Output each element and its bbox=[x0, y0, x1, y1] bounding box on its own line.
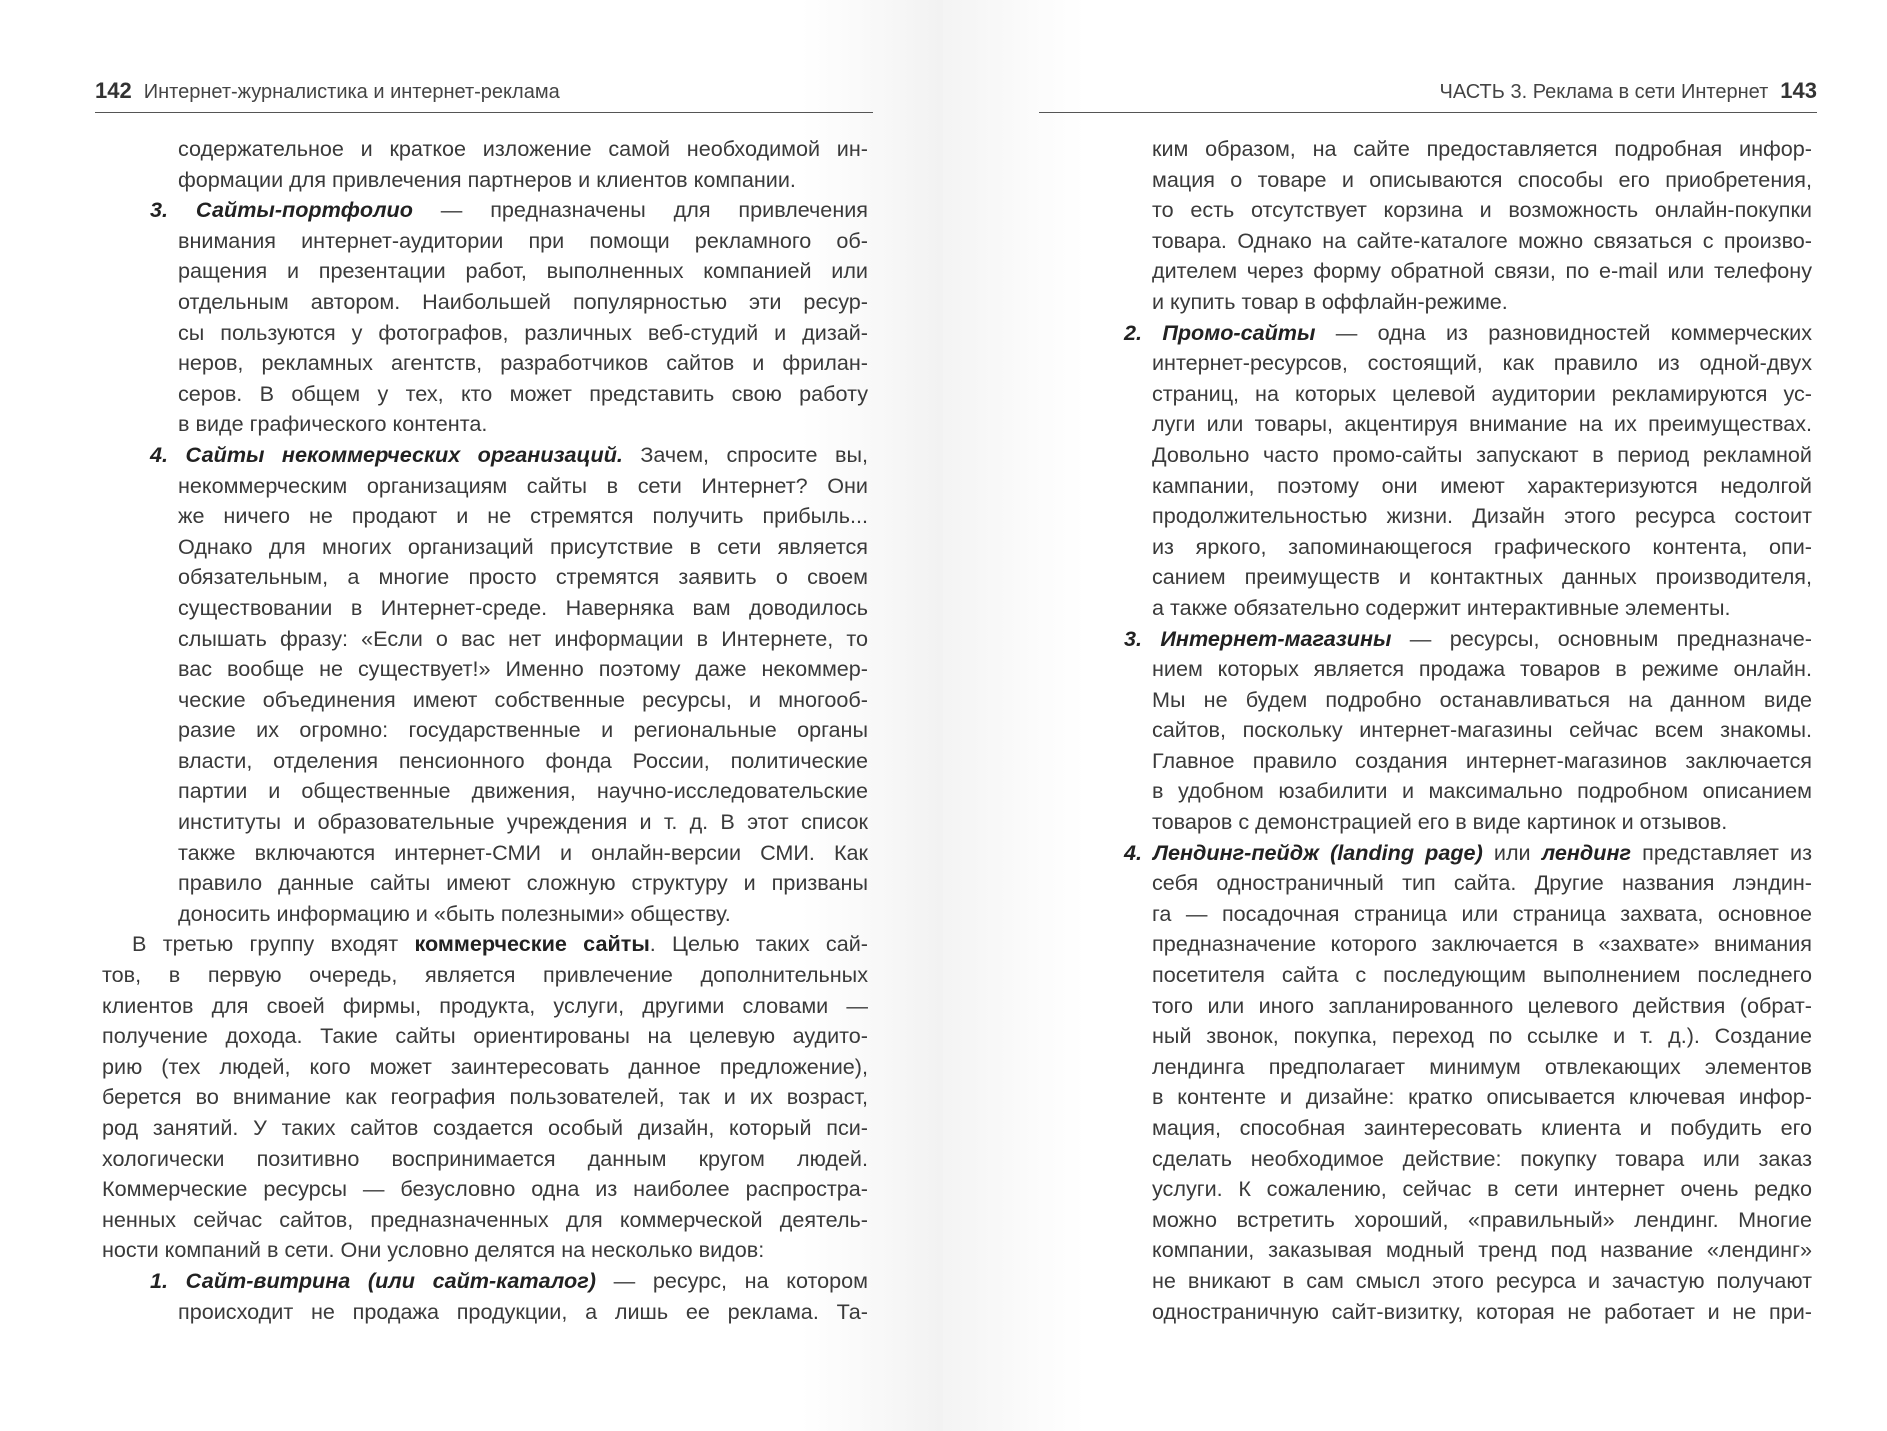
list-item-first-line bbox=[150, 440, 868, 471]
text-line: род занятий. У таких сайтов создается особый дизайн, который пси- bbox=[102, 1115, 868, 1140]
text-line: одностраничную сайт-визитку, которая не работает и не при- bbox=[1152, 1298, 1812, 1324]
text-line: предназначение которого заключается в «захвате» внимания bbox=[1152, 931, 1812, 957]
text-line: ращения и презентации работ, выполненных компанией или bbox=[178, 258, 868, 284]
text-line: Мы не будем подробно останавливаться на данном виде bbox=[1152, 686, 1812, 712]
text-line: содержательное и краткое изложение самой необходимой ин- bbox=[178, 136, 868, 161]
text-line: лендинга предполагает минимум отвлекающих элементов bbox=[1152, 1053, 1812, 1079]
text-line: ческие объединения имеют собственные ресурсы, и многооб- bbox=[178, 686, 868, 712]
right-page-body bbox=[1124, 134, 1812, 1327]
list-item-first-line bbox=[150, 195, 868, 226]
text-line: то есть отсутствует корзина и возможность онлайн-покупки bbox=[1152, 197, 1812, 223]
text-line: вас вообще не существует!» Именно поэтому даже некоммер- bbox=[178, 656, 868, 682]
list-item bbox=[150, 440, 868, 930]
text-line: в контенте и дизайне: кратко описывается ключевая инфор- bbox=[1152, 1084, 1812, 1110]
text-line: мация о товаре и описываются способы его приобретения, bbox=[1152, 166, 1812, 192]
text-line: можно встретить хороший, «правильный» лендинг. Многие bbox=[1152, 1206, 1812, 1232]
text-line: не вникают в сам смысл этого ресурса и зачастую получают bbox=[1152, 1267, 1812, 1293]
text-line: товара. Однако на сайте-каталоге можно связаться с произво- bbox=[1152, 227, 1812, 253]
bold-term: коммерческие сайты bbox=[414, 931, 650, 957]
text-line: также включаются интернет-СМИ и онлайн-версии СМИ. Как bbox=[178, 839, 868, 865]
text-line: сы пользуются у фотографов, различных веб-студий и дизай- bbox=[178, 319, 868, 345]
paragraph bbox=[102, 929, 868, 1266]
text-line: санием преимуществ и контактных данных производителя, bbox=[1152, 564, 1812, 590]
text-line: компании, заказывая модный тренд под название «лендинг» bbox=[1152, 1237, 1812, 1263]
text-line: и купить товар в оффлайн-режиме. bbox=[1152, 288, 1508, 314]
text-span: — ресурс, на котором bbox=[595, 1267, 868, 1293]
list-term: лендинг bbox=[1541, 839, 1632, 865]
text-span: — предназначены для привлечения bbox=[412, 197, 868, 223]
text-line: берется во внимание как география пользователей, так и их возраст, bbox=[102, 1084, 868, 1110]
text-line: хологически позитивно воспринимается данным кругом людей. bbox=[102, 1145, 868, 1171]
list-number: 4. bbox=[1124, 839, 1143, 865]
text-line: ный звонок, покупка, переход по ссылке и т. д.). Создание bbox=[1152, 1023, 1812, 1049]
list-item bbox=[150, 1266, 868, 1327]
text-line: из яркого, запоминающегося графического контента, опи- bbox=[1152, 533, 1812, 559]
list-number: 1. bbox=[150, 1267, 169, 1293]
text-line: правило данные сайты имеют сложную структуру и призваны bbox=[178, 870, 868, 896]
text-line: того или иного запланированного целевого действия (обрат- bbox=[1152, 992, 1812, 1018]
text-line: получение дохода. Такие сайты ориентированы на целевую аудито- bbox=[102, 1023, 868, 1049]
text-line: клиентов для своей фирмы, продукта, услуги, другими словами — bbox=[102, 992, 868, 1018]
text-line: в виде графического контента. bbox=[178, 411, 488, 437]
list-number: 3. bbox=[1124, 625, 1143, 651]
right-page bbox=[943, 0, 1887, 1431]
text-line: посетителя сайта с последующим выполнением последнего bbox=[1152, 962, 1812, 988]
list-term: Интернет-магазины bbox=[1160, 625, 1392, 651]
text-line: серов. В общем у тех, кто может представить свою работу bbox=[178, 380, 868, 406]
text-line: институты и образовательные учреждения и т. д. В этот список bbox=[178, 809, 868, 835]
text-line: Коммерческие ресурсы — безусловно одна из наиболее распростра- bbox=[102, 1176, 868, 1202]
text-line: луги или товары, акцентируя внимание на их преимуществах. bbox=[1152, 411, 1812, 437]
text-line: ненных сейчас сайтов, предназначенных для коммерческой деятель- bbox=[102, 1206, 868, 1232]
text-line: Однако для многих организаций присутствие в сети является bbox=[178, 533, 868, 559]
text-line: дителем через форму обратной связи, по e-mail или телефону bbox=[1152, 258, 1812, 284]
text-span: — ресурсы, основным предназначе- bbox=[1391, 625, 1812, 651]
list-item bbox=[1124, 624, 1812, 838]
text-line: продолжительностью жизни. Дизайн этого ресурса состоит bbox=[1152, 503, 1812, 529]
text-line: некоммерческим организациям сайты в сети Интернет? Они bbox=[178, 472, 868, 498]
text-line: сделать необходимое действие: покупку товара или заказ bbox=[1152, 1145, 1812, 1171]
list-term: Лендинг-пейдж (landing page) bbox=[1153, 839, 1483, 865]
right-running-header bbox=[1039, 78, 1817, 113]
running-head-title: Интернет-журналистика и интернет-реклама bbox=[143, 81, 560, 103]
list-item-first-line bbox=[1124, 838, 1812, 869]
paragraph bbox=[150, 134, 868, 195]
text-line: интернет-ресурсов, состоящий, как правило из одной-двух bbox=[1152, 350, 1812, 376]
text-line: себя одностраничный тип сайта. Другие названия лэндин- bbox=[1152, 870, 1812, 896]
text-line: товаров с демонстрацией его в виде картинок и отзывов. bbox=[1152, 809, 1728, 835]
list-item-first-line bbox=[1124, 318, 1812, 349]
list-term: Сайты некоммерческих организаций. bbox=[185, 441, 623, 467]
text-line: власти, отделения пенсионного фонда России, политические bbox=[178, 747, 868, 773]
text-line: отдельным автором. Наибольшей популярностью эти ресур- bbox=[178, 288, 868, 314]
page-number: 143 bbox=[1780, 78, 1817, 103]
text-line: га — посадочная страница или страница захвата, основное bbox=[1152, 900, 1812, 926]
text-line: происходит не продажа продукции, а лишь ее реклама. Та- bbox=[178, 1298, 868, 1324]
list-number: 3. bbox=[150, 197, 169, 223]
text-line: внимания интернет-аудитории при помощи рекламного об- bbox=[178, 227, 868, 253]
text-line: Главное правило создания интернет-магазинов заключается bbox=[1152, 747, 1812, 773]
text-line: нием которых является продажа товаров в режиме онлайн. bbox=[1152, 656, 1812, 682]
text-line: разие их огромно: государственные и региональные органы bbox=[178, 717, 868, 743]
text-line: партии и общественные движения, научно-исследовательские bbox=[178, 778, 868, 804]
text-line: услуги. К сожалению, сейчас в сети интернет очень редко bbox=[1152, 1176, 1812, 1202]
text-span: или bbox=[1482, 839, 1542, 865]
list-item bbox=[1124, 838, 1812, 1328]
text-line: Довольно часто промо-сайты запускают в период рекламной bbox=[1152, 441, 1812, 467]
list-item bbox=[1124, 318, 1812, 624]
left-page bbox=[0, 0, 943, 1431]
text-line: ким образом, на сайте предоставляется подробная инфор- bbox=[1152, 136, 1812, 161]
left-page-body bbox=[102, 134, 868, 1327]
text-span: Зачем, спросите вы, bbox=[622, 441, 868, 467]
text-line: рию (тех людей, кого может заинтересовать данное предложение), bbox=[102, 1053, 868, 1079]
list-item-first-line bbox=[1124, 624, 1812, 655]
list-term: Сайты-портфолио bbox=[195, 197, 413, 223]
list-term: Сайт-витрина (или сайт-каталог) bbox=[185, 1267, 596, 1293]
list-term: Промо-сайты bbox=[1162, 319, 1316, 345]
list-number: 2. bbox=[1124, 319, 1143, 345]
text-line: существовании в Интернет-среде. Наверняка вам доводилось bbox=[178, 594, 868, 620]
text-line: неров, рекламных агентств, разработчиков сайтов и фрилан- bbox=[178, 350, 868, 376]
text-line: доносить информацию и «быть полезными» обществу. bbox=[178, 900, 731, 926]
text-line: обязательным, а многие просто стремятся заявить о своем bbox=[178, 564, 868, 590]
paragraph-first-line bbox=[102, 929, 868, 960]
text-line: в удобном юзабилити и максимально подробном описанием bbox=[1152, 778, 1812, 804]
text-line: ности компаний в сети. Они условно делятся на несколько видов: bbox=[102, 1237, 765, 1263]
text-line: кампании, поэтому они имеют характеризуются недолгой bbox=[1152, 472, 1812, 498]
paragraph bbox=[1124, 134, 1812, 318]
text-span: . Целью таких сай- bbox=[649, 931, 868, 957]
text-span: представляет из bbox=[1631, 839, 1812, 865]
text-line: страниц, на которых целевой аудитории рекламируются ус- bbox=[1152, 380, 1812, 406]
list-number: 4. bbox=[150, 441, 169, 467]
text-line: а также обязательно содержит интерактивные элементы. bbox=[1152, 594, 1731, 620]
text-line: слышать фразу: «Если о вас нет информации в Интернете, то bbox=[178, 625, 868, 651]
text-line: тов, в первую очередь, является привлечение дополнительных bbox=[102, 962, 868, 988]
text-line: же ничего не продают и не стремятся получить прибыль... bbox=[178, 503, 868, 529]
page-number: 142 bbox=[95, 78, 132, 103]
text-line: сайтов, поскольку интернет-магазины сейчас всем знакомы. bbox=[1152, 717, 1812, 743]
text-line: мация, способная заинтересовать клиента и побудить его bbox=[1152, 1115, 1812, 1140]
text-span: В третью группу входят bbox=[132, 931, 415, 957]
list-item-first-line bbox=[150, 1266, 868, 1297]
list-item bbox=[150, 195, 868, 440]
running-head-title: ЧАСТЬ 3. Реклама в сети Интернет bbox=[1439, 81, 1769, 103]
text-line: формации для привлечения партнеров и клиентов компании. bbox=[178, 166, 796, 192]
left-running-header bbox=[95, 78, 873, 113]
text-span: — одна из разновидностей коммерческих bbox=[1315, 319, 1812, 345]
